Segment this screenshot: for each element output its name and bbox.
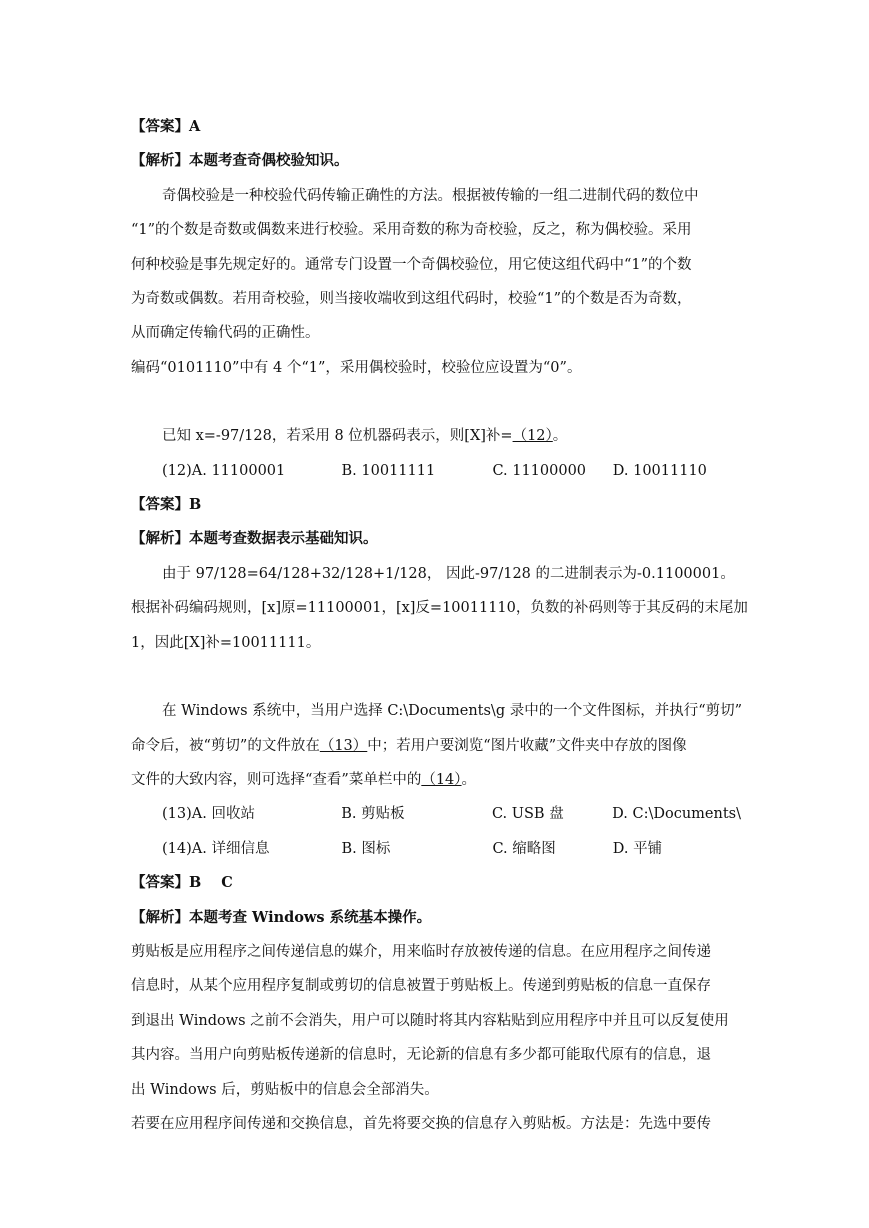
question-14 [131, 763, 741, 797]
question-12 [131, 419, 741, 453]
text-line: 何种校验是事先规定好的。通常专门设置一个奇偶校验位，用它使这组代码中“1”的个数 [131, 256, 692, 273]
option-a: (14)A. 详细信息 [162, 840, 270, 857]
option-c: C. USB 盘 [491, 806, 564, 823]
text-line: 在 Windows 系统中，当用户选择 C:\Documents\g 录中的一个文件图标，并执行“剪切” [162, 703, 743, 720]
options-row [131, 797, 741, 831]
answer-label: 【答案】B [131, 496, 202, 514]
question-blank: （14） [421, 771, 462, 788]
text-line: 剪贴板是应用程序之间传递信息的媒介，用来临时存放被传递的信息。在应用程序之间传递 [131, 943, 711, 960]
text-line: 为奇数或偶数。若用奇校验，则当接收端收到这组代码时，校验“1”的个数是否为奇数， [131, 291, 692, 308]
question-text: 命令后，被“剪切”的文件放在 [131, 737, 320, 754]
text-line: 根据补码编码规则，[x]原=11100001，[x]反=10011110，负数的补码则等于其反码的末尾加 [131, 600, 748, 617]
text-line: 其内容。当用户向剪贴板传递新的信息时，无论新的信息有多少都可能取代原有的信息，退 [131, 1047, 711, 1064]
text-line: 到退出 Windows 之前不会消失，用户可以随时将其内容粘贴到应用程序中并且可以反复使用 [131, 1012, 729, 1029]
analysis-title: 【解析】本题考查奇偶校验知识。 [131, 152, 349, 170]
text-line: 奇偶校验是一种校验代码传输正确性的方法。根据被传输的一组二进制代码的数位中 [162, 187, 699, 204]
answer-second: C [221, 874, 233, 892]
question-text: 中；若用户要浏览“图片收藏”文件夹中存放的图像 [367, 737, 687, 754]
spacer [131, 660, 741, 694]
text-line: 出 Windows 后，剪贴板中的信息会全部消失。 [131, 1081, 439, 1098]
text-line: 编码“0101110”中有 4 个“1”，采用偶校验时，校验位应设置为“0”。 [131, 359, 582, 376]
answer-label: 【答案】A [131, 118, 201, 135]
question-blank: （12） [512, 428, 553, 445]
question-text: 文件的大致内容，则可选择“查看”菜单栏中的 [131, 771, 422, 788]
text-line: 由于 97/128=64/128+32/128+1/128， 因此-97/128 的二进制表示为-0.1100001。 [162, 565, 735, 582]
analysis-title: 【解析】本题考查 Windows 系统基本操作。 [131, 908, 432, 926]
options-row [131, 832, 741, 866]
question-blank: （13） [319, 737, 368, 754]
text-line: 1，因此[X]补=10011111。 [131, 634, 321, 651]
text-line: 若要在应用程序间传递和交换信息，首先将要交换的信息存入剪贴板。方法是：先选中要传 [131, 1115, 711, 1132]
answer-label: 【答案】B [131, 874, 202, 892]
option-a: (12)A. 11100001 [162, 462, 286, 479]
question-text: 已知 x=-97/128，若采用 8 位机器码表示，则[X]补= [162, 428, 513, 445]
text-line: 从而确定传输代码的正确性。 [131, 325, 320, 342]
text-line: “1”的个数是奇数或偶数来进行校验。采用奇数的称为奇校验，反之，称为偶校验。采用 [131, 222, 692, 239]
document-body [131, 110, 748, 1141]
analysis-title: 【解析】本题考查数据表示基础知识。 [131, 530, 378, 548]
option-a: (13)A. 回收站 [162, 806, 255, 823]
option-c: C. 缩略图 [492, 840, 556, 857]
answer-row [131, 866, 741, 900]
text-line: 信息时，从某个应用程序复制或剪切的信息被置于剪贴板上。传递到剪贴板的信息一直保存 [131, 978, 711, 995]
option-b: B. 10011111 [341, 462, 436, 479]
question-text: 。 [461, 771, 477, 788]
option-b: B. 图标 [341, 840, 391, 857]
option-b: B. 剪贴板 [341, 806, 405, 823]
option-d: D. C:\Documents\ [612, 806, 741, 823]
question-13 [131, 729, 741, 763]
spacer [131, 385, 741, 419]
option-d: D. 平铺 [612, 840, 663, 857]
options-row [131, 454, 741, 488]
question-text: 。 [552, 428, 568, 445]
option-d: D. 10011110 [612, 462, 707, 479]
option-c: C. 11100000 [492, 462, 587, 479]
